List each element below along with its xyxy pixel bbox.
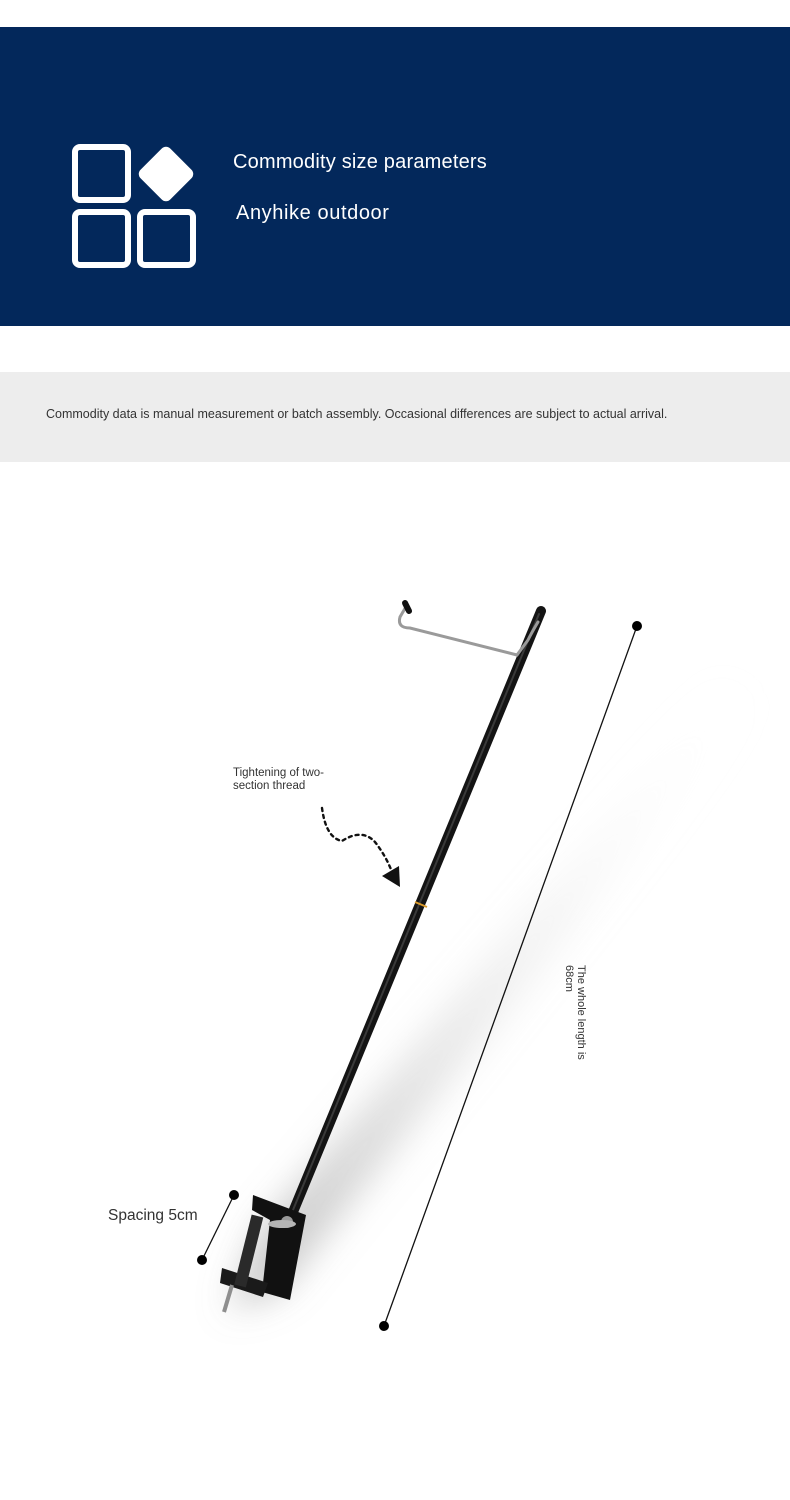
spacing-dimension-line [202, 1195, 234, 1260]
length-dimension-line [384, 626, 637, 1326]
thread-annotation: Tightening of two-section thread [233, 767, 324, 792]
length-annotation: The whole length is 68cm [563, 965, 587, 1060]
banner-subtitle: Anyhike outdoor [236, 202, 390, 224]
banner-title: Commodity size parameters [233, 151, 487, 173]
hook [399, 605, 538, 655]
product-illustration [0, 470, 790, 1470]
dotted-arrow [322, 808, 392, 872]
header-banner [0, 27, 790, 326]
notice-text: Commodity data is manual measurement or batch assembly. Occasional differences are subject to actual arrival. [46, 407, 668, 421]
spacing-annotation: Spacing 5cm [108, 1207, 198, 1224]
grid-diamond-icon [70, 140, 200, 270]
